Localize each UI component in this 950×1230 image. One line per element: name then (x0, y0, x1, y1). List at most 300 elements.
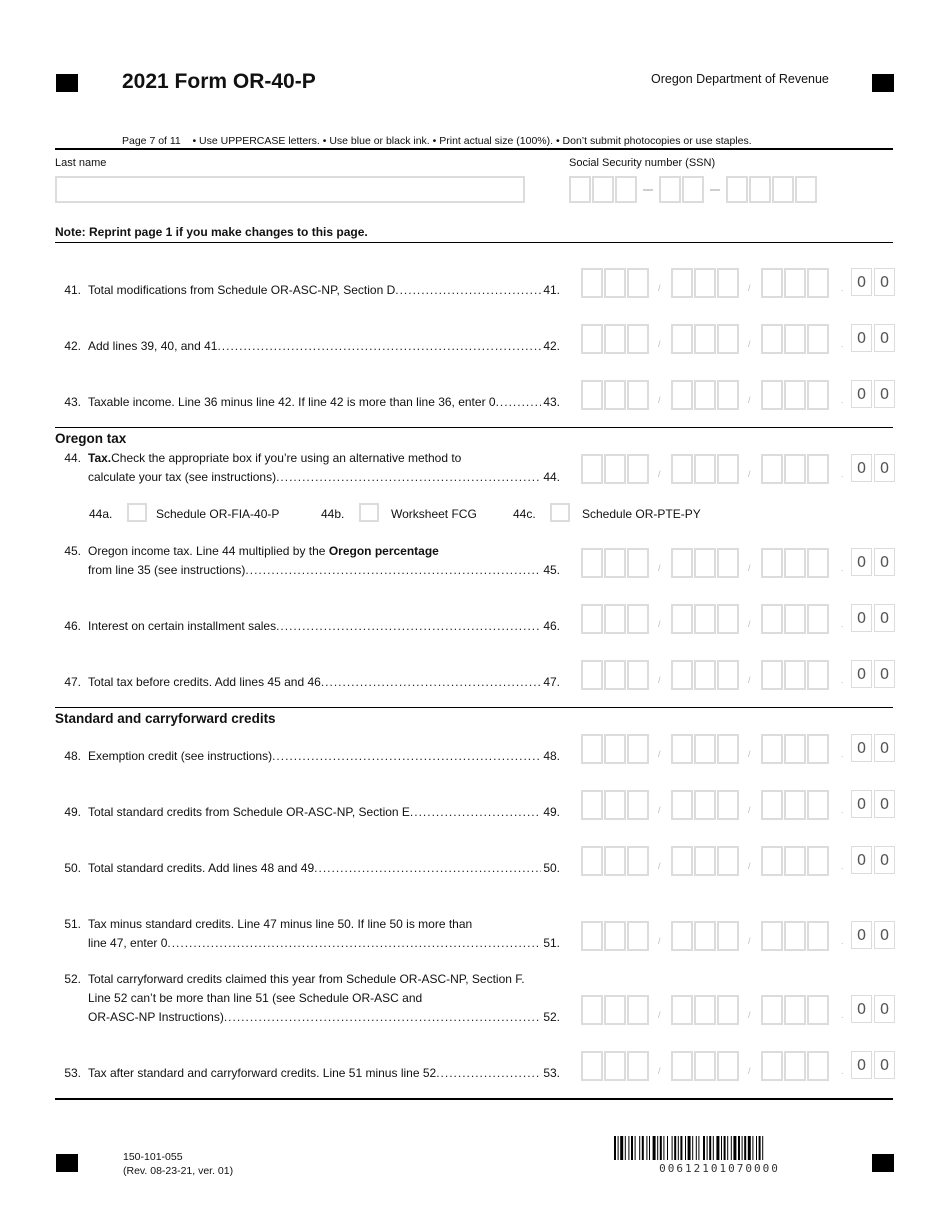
amount-digit-box[interactable] (627, 995, 649, 1025)
last-name-label: Last name (55, 157, 107, 169)
amount-field-45[interactable] (581, 548, 897, 578)
barcode-bar (618, 1136, 619, 1160)
amount-digit-box[interactable] (807, 454, 829, 484)
amount-digit-box[interactable] (627, 846, 649, 876)
amount-field-51[interactable] (581, 921, 897, 951)
line-ref: 47. (543, 675, 560, 689)
thousands-separator: / (658, 936, 661, 946)
line-text: Total carryforward credits claimed this year from Schedule OR-ASC-NP, Section F. (88, 972, 525, 986)
barcode-bar (642, 1136, 644, 1160)
form-number: 150-101-055 (123, 1151, 183, 1163)
line-text: Exemption credit (see instructions) (88, 749, 273, 763)
line-text: Taxable income. Line 36 minus line 42. If line 42 is more than line 36, enter 0 (88, 395, 496, 409)
decimal-separator: . (841, 469, 844, 479)
section-heading-credits: Standard and carryforward credits (55, 711, 276, 726)
ssn-digit[interactable] (615, 176, 637, 203)
amount-digit-box[interactable] (761, 324, 783, 354)
amount-cents-box: 0 (874, 995, 895, 1023)
ssn-digit[interactable] (726, 176, 748, 203)
amount-digit-box[interactable] (671, 790, 693, 820)
line-ref: 46. (543, 619, 560, 633)
amount-digit-box[interactable] (604, 548, 626, 578)
amount-digit-box[interactable] (581, 790, 603, 820)
barcode-bar (748, 1136, 751, 1160)
line-ref: 48. (543, 749, 560, 763)
amount-digit-box[interactable] (784, 454, 806, 484)
thousands-separator: / (748, 1010, 751, 1020)
barcode-bar (752, 1136, 753, 1160)
amount-digit-box[interactable] (784, 921, 806, 951)
amount-cents-box: 0 (851, 324, 872, 352)
thousands-separator: / (658, 395, 661, 405)
barcode-bar (721, 1136, 722, 1160)
amount-digit-box[interactable] (784, 324, 806, 354)
amount-digit-box[interactable] (694, 380, 716, 410)
ssn-digit[interactable] (772, 176, 794, 203)
amount-digit-box[interactable] (717, 380, 739, 410)
decimal-separator: . (841, 1010, 844, 1020)
amount-digit-box[interactable] (581, 380, 603, 410)
amount-digit-box[interactable] (761, 548, 783, 578)
line-text-bold: Tax. (88, 451, 112, 465)
amount-digit-box[interactable] (671, 660, 693, 690)
amount-cents-box: 0 (851, 734, 872, 762)
amount-digit-box[interactable] (761, 268, 783, 298)
amount-digit-box[interactable] (717, 454, 739, 484)
barcode-bar (744, 1136, 746, 1160)
amount-cents-box: 0 (874, 548, 895, 576)
barcode-bar (649, 1136, 650, 1160)
line-text: from line 35 (see instructions) (88, 563, 246, 577)
thousands-separator: / (748, 469, 751, 479)
amount-digit-box[interactable] (694, 921, 716, 951)
amount-digit-box[interactable] (784, 1051, 806, 1081)
amount-cents-box: 0 (851, 548, 872, 576)
amount-cents-box: 0 (874, 1051, 895, 1079)
thousands-separator: / (658, 339, 661, 349)
thousands-separator: / (658, 861, 661, 871)
barcode-bar (733, 1136, 736, 1160)
amount-digit-box[interactable] (761, 921, 783, 951)
barcode-bar (727, 1136, 728, 1160)
amount-cents-box: 0 (851, 660, 872, 688)
amount-cents-box: 0 (874, 268, 895, 296)
registration-mark-bottom-left (56, 1154, 78, 1172)
amount-digit-box[interactable] (671, 548, 693, 578)
amount-digit-box[interactable] (807, 846, 829, 876)
ssn-digit[interactable] (749, 176, 771, 203)
amount-cents-box: 0 (874, 380, 895, 408)
amount-digit-box[interactable] (627, 790, 649, 820)
line-number: 51. (64, 917, 81, 931)
amount-digit-box[interactable] (717, 324, 739, 354)
amount-field-49[interactable] (581, 790, 897, 820)
thousands-separator: / (658, 469, 661, 479)
checkbox-code-44c: 44c. (513, 507, 536, 521)
amount-digit-box[interactable] (807, 921, 829, 951)
barcode-bar (674, 1136, 676, 1160)
amount-field-52[interactable] (581, 995, 897, 1025)
amount-digit-box[interactable] (627, 268, 649, 298)
thousands-separator: / (658, 675, 661, 685)
amount-digit-box[interactable] (717, 548, 739, 578)
barcode-bar (762, 1136, 763, 1160)
amount-cents-box: 0 (851, 268, 872, 296)
decimal-separator: . (841, 675, 844, 685)
barcode-number: 00612101070000 (659, 1162, 780, 1175)
amount-digit-box[interactable] (581, 268, 603, 298)
amount-digit-box[interactable] (581, 324, 603, 354)
amount-cents-box: 0 (874, 324, 895, 352)
amount-digit-box[interactable] (694, 995, 716, 1025)
thousands-separator: / (748, 805, 751, 815)
decimal-separator: . (841, 861, 844, 871)
barcode-bar (678, 1136, 679, 1160)
amount-digit-box[interactable] (627, 1051, 649, 1081)
amount-digit-box[interactable] (604, 734, 626, 764)
amount-cents-box: 0 (851, 1051, 872, 1079)
barcode-bar (646, 1136, 647, 1160)
barcode-bar (663, 1136, 664, 1160)
barcode-bar (680, 1136, 682, 1160)
ssn-label: Social Security number (SSN) (569, 157, 716, 169)
section-heading-oregon-tax: Oregon tax (55, 431, 127, 446)
barcode-bar (635, 1136, 636, 1160)
amount-digit-box[interactable] (581, 995, 603, 1025)
amount-digit-box[interactable] (761, 454, 783, 484)
amount-digit-box[interactable] (784, 734, 806, 764)
amount-digit-box[interactable] (671, 734, 693, 764)
line-text: Line 52 can’t be more than line 51 (see Schedule OR-ASC and (88, 991, 423, 1005)
amount-cents-box: 0 (874, 846, 895, 874)
amount-digit-box[interactable] (581, 454, 603, 484)
amount-field-47[interactable] (581, 660, 897, 690)
amount-digit-box[interactable] (581, 660, 603, 690)
amount-digit-box[interactable] (761, 1051, 783, 1081)
amount-digit-box[interactable] (671, 324, 693, 354)
amount-field-48[interactable] (581, 734, 897, 764)
line-number: 52. (64, 972, 81, 986)
line-ref: 52. (543, 1010, 560, 1024)
amount-cents-box: 0 (851, 380, 872, 408)
amount-digit-box[interactable] (671, 380, 693, 410)
line-ref: 53. (543, 1066, 560, 1080)
checkbox-code-44b: 44b. (321, 507, 345, 521)
amount-digit-box[interactable] (784, 660, 806, 690)
amount-digit-box[interactable] (717, 734, 739, 764)
amount-field-43[interactable] (581, 380, 897, 410)
thousands-separator: / (658, 805, 661, 815)
barcode-bar (756, 1136, 757, 1160)
line-text: Total modifications from Schedule OR-ASC-NP, Section D (88, 283, 396, 297)
amount-digit-box[interactable] (807, 268, 829, 298)
amount-digit-box[interactable] (581, 1051, 603, 1081)
amount-digit-box[interactable] (807, 604, 829, 634)
checkbox-label-44b: Worksheet FCG (391, 507, 477, 521)
amount-field-50[interactable] (581, 846, 897, 876)
barcode-bar (614, 1136, 616, 1160)
amount-digit-box[interactable] (627, 454, 649, 484)
amount-digit-box[interactable] (604, 790, 626, 820)
line-number: 44. (64, 451, 81, 465)
barcode-bar (698, 1136, 699, 1160)
amount-digit-box[interactable] (807, 734, 829, 764)
line-text: Total standard credits from Schedule OR-ASC-NP, Section E (88, 805, 410, 819)
line-number: 47. (64, 675, 81, 689)
ssn-digit[interactable] (659, 176, 681, 203)
amount-field-44[interactable] (581, 454, 897, 484)
line-number: 42. (64, 339, 81, 353)
line-ref: 45. (543, 563, 560, 577)
amount-digit-box[interactable] (694, 790, 716, 820)
amount-digit-box[interactable] (604, 660, 626, 690)
registration-mark-top-right (872, 74, 894, 92)
thousands-separator: / (748, 283, 751, 293)
amount-cents-box: 0 (851, 846, 872, 874)
barcode-bar (625, 1136, 626, 1160)
thousands-separator: / (748, 675, 751, 685)
amount-digit-box[interactable] (671, 1051, 693, 1081)
amount-digit-box[interactable] (784, 846, 806, 876)
ssn-digit[interactable] (592, 176, 614, 203)
amount-digit-box[interactable] (761, 995, 783, 1025)
amount-digit-box[interactable] (581, 921, 603, 951)
amount-digit-box[interactable] (694, 1051, 716, 1081)
thousands-separator: / (748, 861, 751, 871)
page-number: Page 7 of 11 (122, 135, 181, 147)
line-text: Total standard credits. Add lines 48 and 49 (88, 861, 315, 875)
amount-digit-box[interactable] (694, 604, 716, 634)
amount-digit-box[interactable] (604, 454, 626, 484)
line-text: Tax after standard and carryforward credits. Line 51 minus line 52 (88, 1066, 437, 1080)
line-text: Check the appropriate box if you’re using an alternative method to (111, 451, 462, 465)
amount-digit-box[interactable] (761, 380, 783, 410)
amount-digit-box[interactable] (717, 268, 739, 298)
line-number: 50. (64, 861, 81, 875)
barcode-bar (631, 1136, 633, 1160)
amount-field-42[interactable] (581, 324, 897, 354)
thousands-separator: / (748, 563, 751, 573)
reprint-note: Note: Reprint page 1 if you make changes to this page. (55, 225, 368, 239)
amount-digit-box[interactable] (807, 660, 829, 690)
amount-cents-box: 0 (874, 790, 895, 818)
ssn-digit[interactable] (682, 176, 704, 203)
amount-digit-box[interactable] (581, 604, 603, 634)
form-title: 2021 Form OR-40-P (122, 70, 316, 93)
line-ref: 41. (543, 283, 560, 297)
line-text: calculate your tax (see instructions) (88, 470, 277, 484)
line-ref: 44. (543, 470, 560, 484)
amount-digit-box[interactable] (784, 548, 806, 578)
amount-digit-box[interactable] (604, 921, 626, 951)
amount-digit-box[interactable] (784, 790, 806, 820)
amount-digit-box[interactable] (671, 268, 693, 298)
amount-digit-box[interactable] (807, 790, 829, 820)
amount-digit-box[interactable] (761, 846, 783, 876)
amount-digit-box[interactable] (784, 995, 806, 1025)
checkbox-label-44c: Schedule OR-PTE-PY (582, 507, 701, 521)
amount-digit-box[interactable] (581, 734, 603, 764)
amount-digit-box[interactable] (604, 1051, 626, 1081)
amount-cents-box: 0 (851, 454, 872, 482)
thousands-separator: / (748, 936, 751, 946)
line-text-bold: Oregon percentage (328, 544, 439, 558)
amount-digit-box[interactable] (807, 995, 829, 1025)
ssn-digit[interactable] (569, 176, 591, 203)
thousands-separator: / (658, 619, 661, 629)
amount-digit-box[interactable] (761, 604, 783, 634)
instructions-line (122, 135, 752, 147)
amount-digit-box[interactable] (717, 921, 739, 951)
line-number: 45. (64, 544, 81, 558)
amount-digit-box[interactable] (784, 268, 806, 298)
line-text: line 47, enter 0 (88, 936, 168, 950)
amount-digit-box[interactable] (694, 268, 716, 298)
barcode-bar (742, 1136, 743, 1160)
decimal-separator: . (841, 339, 844, 349)
thousands-separator: / (748, 1066, 751, 1076)
amount-digit-box[interactable] (627, 380, 649, 410)
amount-cents-box: 0 (851, 921, 872, 949)
amount-digit-box[interactable] (627, 921, 649, 951)
amount-digit-box[interactable] (807, 380, 829, 410)
thousands-separator: / (748, 339, 751, 349)
amount-digit-box[interactable] (627, 660, 649, 690)
barcode-bar (738, 1136, 740, 1160)
amount-digit-box[interactable] (807, 1051, 829, 1081)
amount-digit-box[interactable] (671, 454, 693, 484)
amount-digit-box[interactable] (761, 790, 783, 820)
line-number: 48. (64, 749, 81, 763)
line-text: OR-ASC-NP Instructions) (88, 1010, 224, 1024)
thousands-separator: / (658, 563, 661, 573)
amount-cents-box: 0 (874, 660, 895, 688)
amount-digit-box[interactable] (627, 734, 649, 764)
amount-digit-box[interactable] (627, 604, 649, 634)
amount-digit-box[interactable] (694, 660, 716, 690)
line-number: 46. (64, 619, 81, 633)
amount-digit-box[interactable] (717, 995, 739, 1025)
amount-digit-box[interactable] (604, 324, 626, 354)
amount-digit-box[interactable] (694, 454, 716, 484)
amount-digit-box[interactable] (694, 734, 716, 764)
line-ref: 49. (543, 805, 560, 819)
thousands-separator: / (748, 395, 751, 405)
amount-digit-box[interactable] (671, 995, 693, 1025)
amount-digit-box[interactable] (604, 380, 626, 410)
barcode-bar (685, 1136, 686, 1160)
amount-digit-box[interactable] (717, 846, 739, 876)
decimal-separator: . (841, 749, 844, 759)
section-rule (55, 427, 893, 428)
amount-cents-box: 0 (851, 604, 872, 632)
ssn-digit[interactable] (795, 176, 817, 203)
line-number: 41. (64, 283, 81, 297)
amount-field-46[interactable] (581, 604, 897, 634)
amount-digit-box[interactable] (717, 1051, 739, 1081)
checkbox-code-44a: 44a. (89, 507, 113, 521)
amount-digit-box[interactable] (694, 846, 716, 876)
amount-digit-box[interactable] (581, 846, 603, 876)
section-rule (55, 707, 893, 708)
print-instructions: • Use UPPERCASE letters. • Use blue or black ink. • Print actual size (100%). • Don’t submit photocopies or use staples. (192, 135, 752, 147)
amount-digit-box[interactable] (807, 548, 829, 578)
amount-digit-box[interactable] (717, 790, 739, 820)
line-ref: 50. (543, 861, 560, 875)
checkbox-44a[interactable] (127, 503, 147, 522)
last-name-field[interactable] (55, 176, 525, 203)
amount-digit-box[interactable] (717, 604, 739, 634)
amount-cents-box: 0 (874, 454, 895, 482)
barcode-bar (716, 1136, 719, 1160)
barcode-bar (639, 1136, 640, 1160)
thousands-separator: / (658, 283, 661, 293)
amount-digit-box[interactable] (671, 846, 693, 876)
amount-digit-box[interactable] (604, 268, 626, 298)
amount-cents-box: 0 (874, 921, 895, 949)
amount-digit-box[interactable] (784, 604, 806, 634)
amount-digit-box[interactable] (784, 380, 806, 410)
amount-digit-box[interactable] (604, 995, 626, 1025)
barcode-bar (696, 1136, 697, 1160)
amount-field-41[interactable] (581, 268, 897, 298)
amount-digit-box[interactable] (694, 548, 716, 578)
checkbox-44c[interactable] (550, 503, 570, 522)
thousands-separator: / (748, 619, 751, 629)
barcode-bar (688, 1136, 691, 1160)
amount-digit-box[interactable] (761, 734, 783, 764)
amount-digit-box[interactable] (581, 548, 603, 578)
amount-digit-box[interactable] (604, 846, 626, 876)
line-text: Oregon income tax. Line 44 multiplied by the (88, 544, 329, 558)
amount-digit-box[interactable] (807, 324, 829, 354)
amount-digit-box[interactable] (671, 921, 693, 951)
amount-digit-box[interactable] (717, 660, 739, 690)
barcode-bar (713, 1136, 714, 1160)
line-text: Interest on certain installment sales (88, 619, 277, 633)
ssn-dash (643, 189, 653, 191)
checkbox-44b[interactable] (359, 503, 379, 522)
barcode-bar (724, 1136, 726, 1160)
amount-digit-box[interactable] (627, 324, 649, 354)
decimal-separator: . (841, 1066, 844, 1076)
amount-digit-box[interactable] (694, 324, 716, 354)
barcode-bar (709, 1136, 711, 1160)
decimal-separator: . (841, 283, 844, 293)
line-number: 49. (64, 805, 81, 819)
amount-digit-box[interactable] (761, 660, 783, 690)
barcode-bar (692, 1136, 693, 1160)
decimal-separator: . (841, 619, 844, 629)
line-text: Total tax before credits. Add lines 45 and 46 (88, 675, 321, 689)
barcode-bar (628, 1136, 629, 1160)
amount-cents-box: 0 (874, 604, 895, 632)
amount-digit-box[interactable] (671, 604, 693, 634)
amount-field-53[interactable] (581, 1051, 897, 1081)
barcode-bar (657, 1136, 658, 1160)
thousands-separator: / (658, 1066, 661, 1076)
line-number: 53. (64, 1066, 81, 1080)
amount-cents-box: 0 (851, 790, 872, 818)
amount-digit-box[interactable] (604, 604, 626, 634)
amount-digit-box[interactable] (627, 548, 649, 578)
barcode-bar (759, 1136, 761, 1160)
line-text: Tax minus standard credits. Line 47 minus line 50. If line 50 is more than (88, 917, 473, 931)
form-code (123, 1150, 233, 1178)
ssn-dash (710, 189, 720, 191)
line-ref: 51. (543, 936, 560, 950)
line-ref: 42. (543, 339, 560, 353)
